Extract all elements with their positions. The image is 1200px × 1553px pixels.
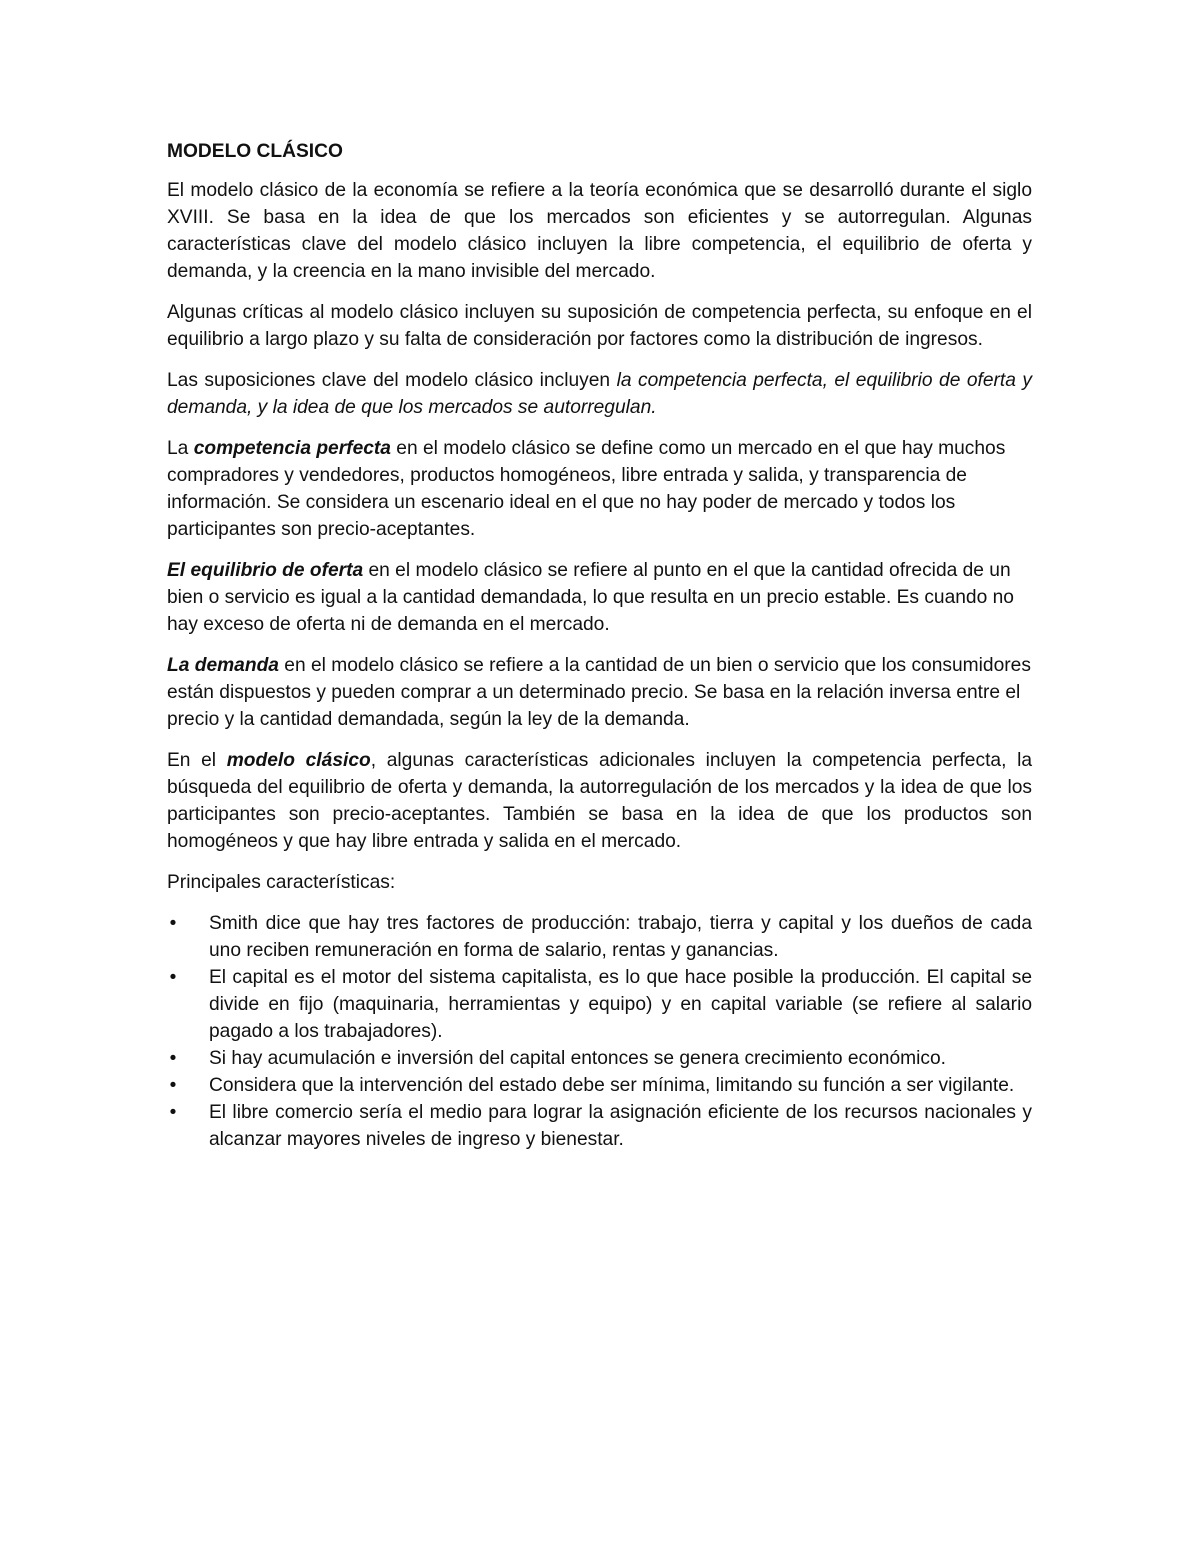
additional-features-text: , algunas características adicionales incluyen la competencia perfecta, la búsqueda del equilibrio de oferta y demanda, la autorregulación de los mercados y la idea de que los participantes son precio-aceptantes. También se basa en la idea de que los productos son homogéneos y que hay libre entrada y salida en el mercado. xyxy=(167,750,1033,852)
additional-features-term: modelo clásico xyxy=(226,750,371,771)
perfect-competition-term: competencia perfecta xyxy=(193,438,391,459)
paragraph-supply-equilibrium xyxy=(167,557,1032,638)
supply-equilibrium-term: El equilibrio de oferta xyxy=(167,560,364,581)
bullet-icon: • xyxy=(169,1048,177,1069)
list-item-text: El capital es el motor del sistema capitalista, es lo que hace posible la producción. El capital se divide en fijo (maquinaria, herramientas y equipo) y en capital variable (se refiere al salario pagado a los trabajadores). xyxy=(209,967,1032,1042)
document-title: MODELO CLÁSICO xyxy=(167,141,343,162)
list-item xyxy=(167,1045,1032,1072)
paragraph-demand xyxy=(167,652,1032,733)
list-heading: Principales características: xyxy=(167,872,396,893)
bullet-icon: • xyxy=(169,913,177,934)
document-body xyxy=(167,138,1032,1153)
list-item xyxy=(167,910,1032,964)
demand-text: en el modelo clásico se refiere a la cantidad de un bien o servicio que los consumidores están dispuestos y pueden comprar a un determinado precio. Se basa en la relación inversa entre el precio y la cantidad demandada, según la ley de la demanda. xyxy=(167,655,1031,730)
list-item-text: Si hay acumulación e inversión del capital entonces se genera crecimiento económico. xyxy=(209,1048,946,1069)
list-item-text: Smith dice que hay tres factores de producción: trabajo, tierra y capital y los dueños de cada uno reciben remuneración en forma de salario, rentas y ganancias. xyxy=(209,913,1032,961)
paragraph-additional-features xyxy=(167,747,1032,855)
list-item-text: Considera que la intervención del estado debe ser mínima, limitando su función a ser vigilante. xyxy=(209,1075,1015,1096)
list-item-text: El libre comercio sería el medio para lograr la asignación eficiente de los recursos nacionales y alcanzar mayores niveles de ingreso y bienestar. xyxy=(209,1102,1032,1150)
paragraph-intro: El modelo clásico de la economía se refiere a la teoría económica que se desarrolló durante el siglo XVIII. Se basa en la idea de que los mercados son eficientes y se autorregulan. Algunas características clave del modelo clásico incluyen la libre competencia, el equilibrio de oferta y demanda, y la creencia en la mano invisible del mercado. xyxy=(167,180,1032,282)
paragraph-perfect-competition xyxy=(167,435,1032,543)
paragraph-assumptions xyxy=(167,367,1032,421)
bullet-icon: • xyxy=(169,967,177,988)
perfect-competition-text: en el modelo clásico se define como un mercado en el que hay muchos compradores y vendedores, productos homogéneos, libre entrada y salida, y transparencia de información. Se considera un escenario ideal en el que no hay poder de mercado y todos los participantes son precio-aceptantes. xyxy=(167,438,1006,540)
list-item xyxy=(167,1099,1032,1153)
features-list xyxy=(167,910,1032,1153)
list-item xyxy=(167,964,1032,1045)
assumptions-italic-text: la competencia perfecta, el equilibrio de oferta y demanda, y la idea de que los mercados se autorregulan. xyxy=(167,370,1032,418)
assumptions-lead-text: Las suposiciones clave del modelo clásico incluyen xyxy=(167,370,617,391)
supply-equilibrium-text: en el modelo clásico se refiere al punto en el que la cantidad ofrecida de un bien o servicio es igual a la cantidad demandada, lo que resulta en un precio estable. Es cuando no hay exceso de oferta ni de demanda en el mercado. xyxy=(167,560,1014,635)
bullet-icon: • xyxy=(169,1075,177,1096)
paragraph-criticisms: Algunas críticas al modelo clásico incluyen su suposición de competencia perfecta, su enfoque en el equilibrio a largo plazo y su falta de consideración por factores como la distribución de ingresos. xyxy=(167,302,1032,350)
demand-term: La demanda xyxy=(167,655,279,676)
bullet-icon: • xyxy=(169,1102,177,1123)
additional-features-lead: En el xyxy=(167,750,227,771)
list-item xyxy=(167,1072,1032,1099)
perfect-competition-lead: La xyxy=(167,438,194,459)
